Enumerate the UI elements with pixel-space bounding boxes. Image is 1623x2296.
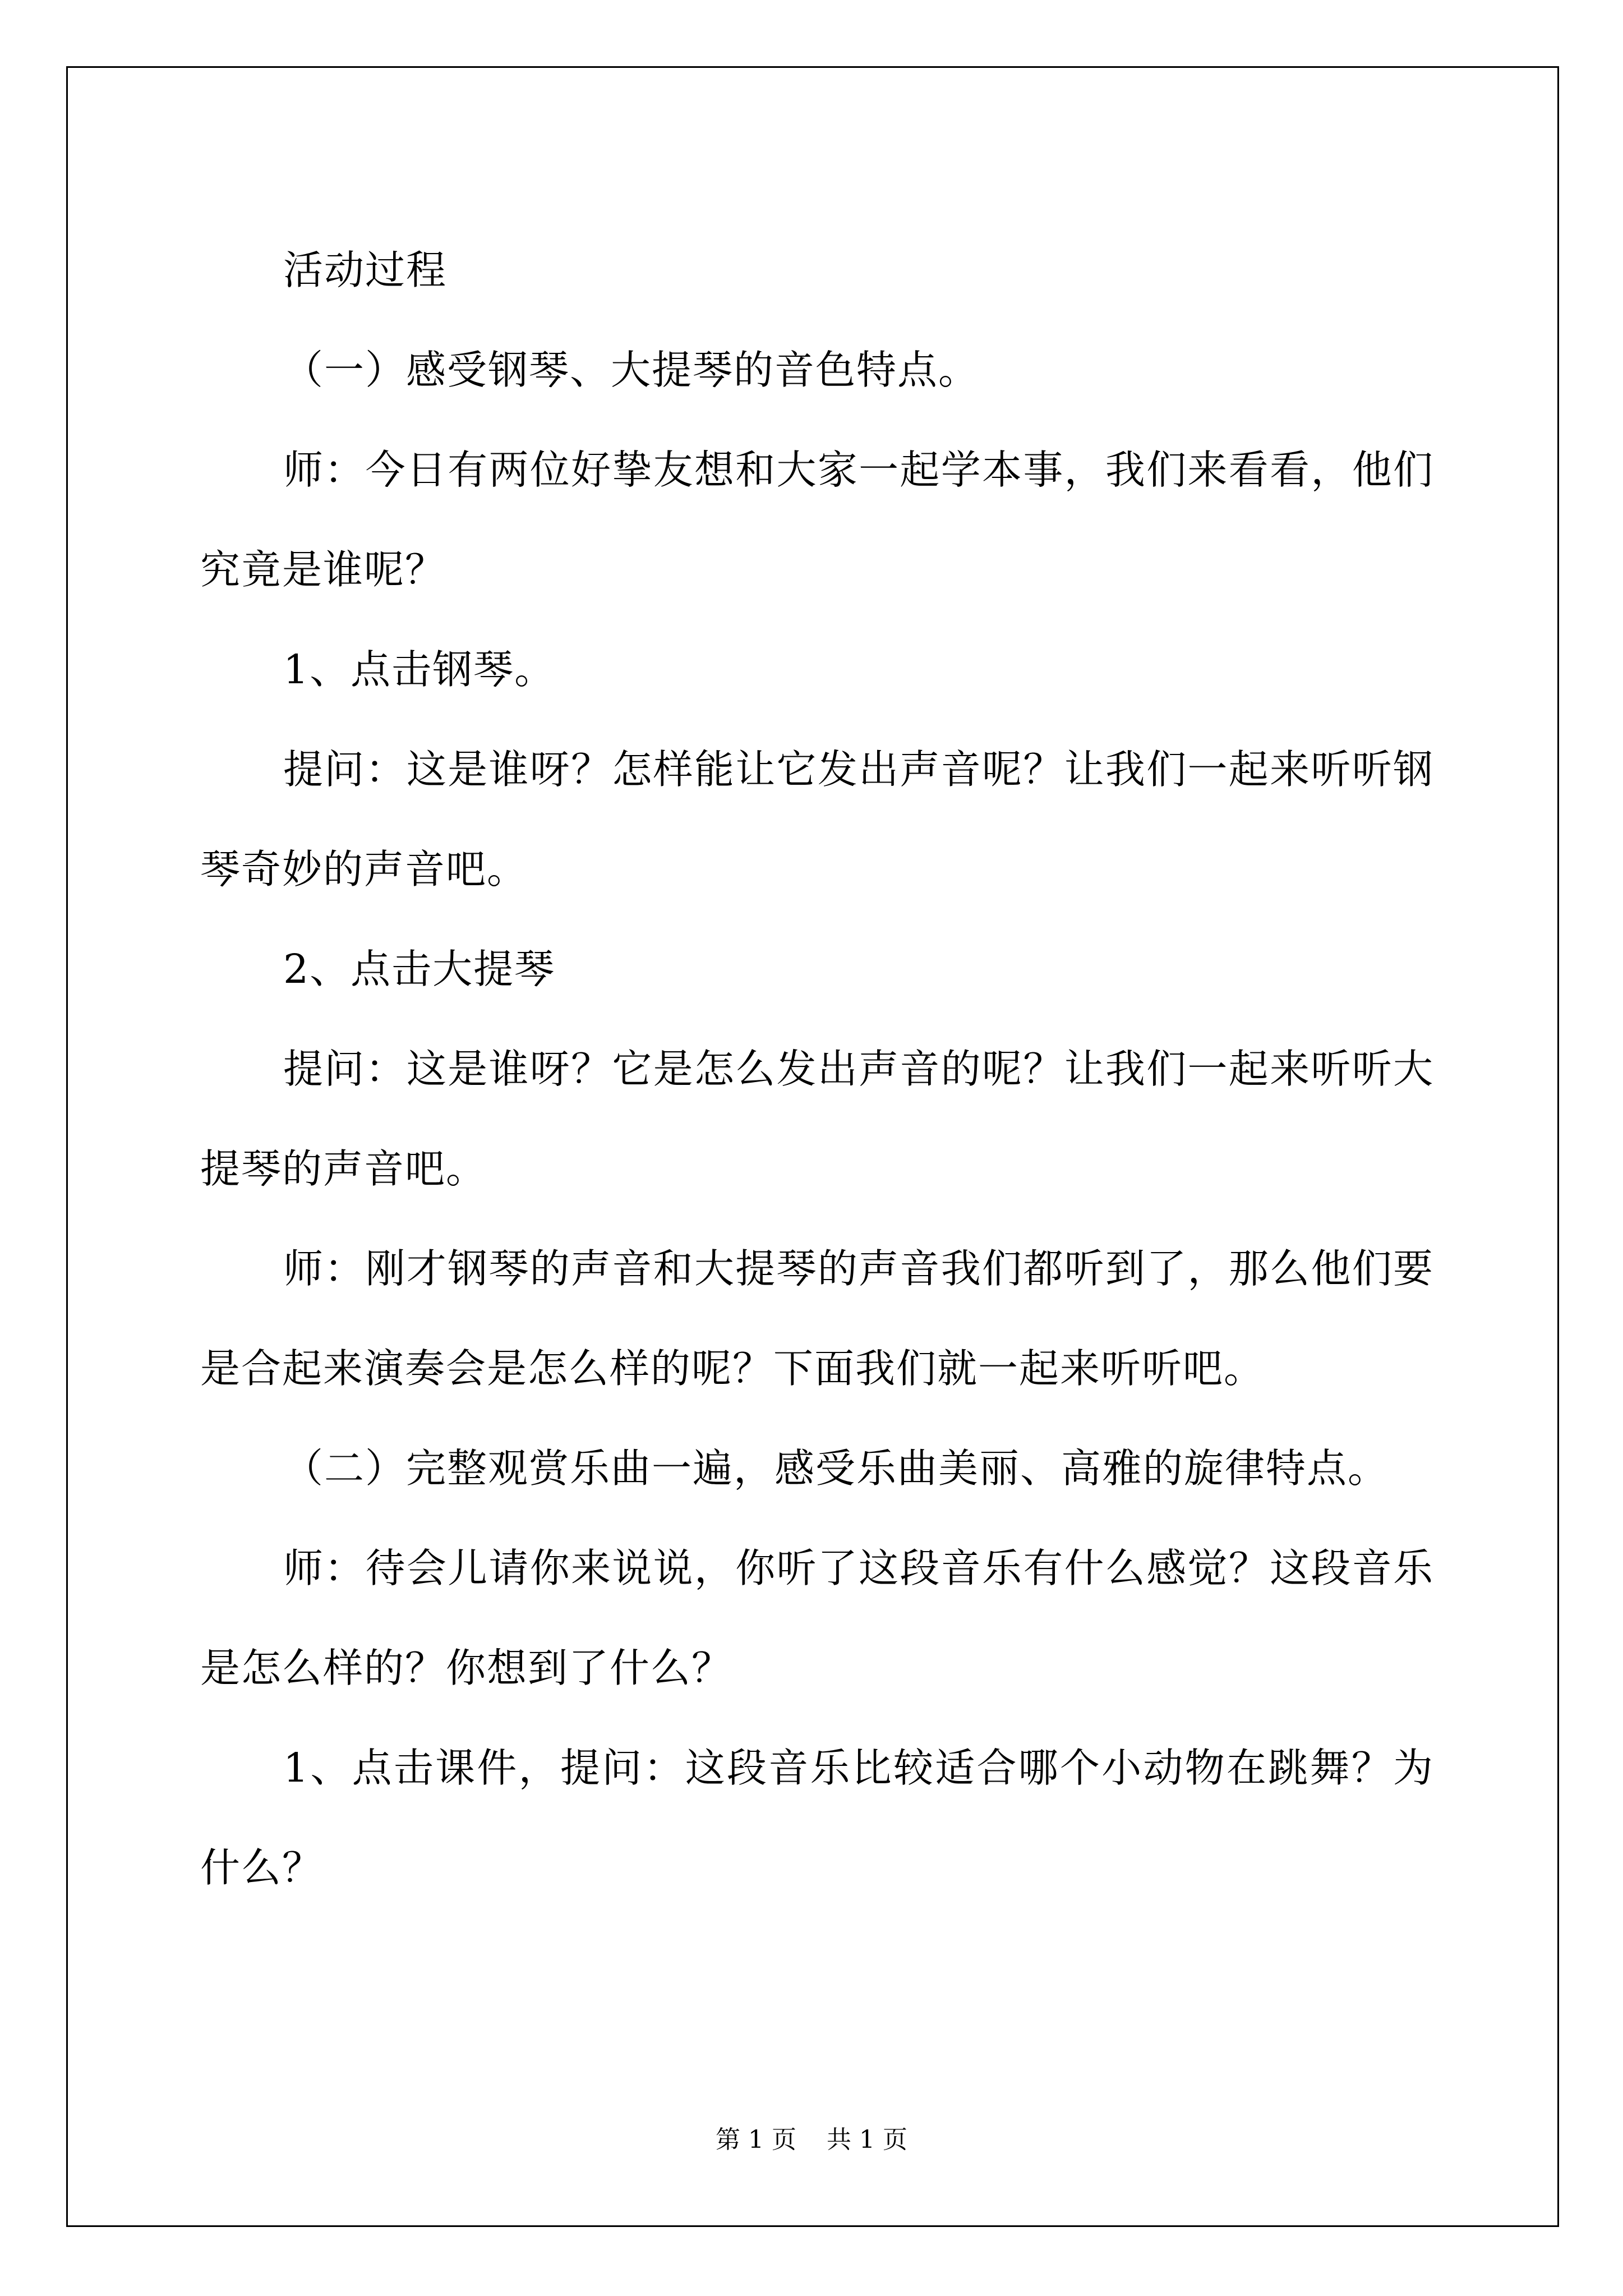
paragraph: 师：刚才钢琴的声音和大提琴的声音我们都听到了，那么他们要是合起来演奏会是怎么样的呢？下面我们就一起来听听吧。	[200, 1245, 1434, 1392]
page-number: 第 1 页	[716, 2125, 796, 2154]
paragraph-section-1: （一）感受钢琴、大提琴的音色特点。	[283, 347, 980, 393]
paragraph-heading: 活动过程	[283, 247, 448, 293]
paragraph: 提问：这是谁呀？它是怎么发出声音的呢？让我们一起来听听大提琴的声音吧。	[200, 1046, 1434, 1192]
paragraph-section-2: （二）完整观赏乐曲一遍，感受乐曲美丽、高雅的旋律特点。	[283, 1445, 1389, 1492]
paragraph: 提问：这是谁呀？怎样能让它发出声音呢？让我们一起来听听钢琴奇妙的声音吧。	[200, 746, 1434, 892]
document-body	[200, 220, 1434, 1918]
paragraph: 2、点击大提琴	[283, 946, 556, 992]
paragraph: 1、点击课件，提问：这段音乐比较适合哪个小动物在跳舞？为什么？	[200, 1745, 1434, 1891]
page-footer	[0, 2123, 1623, 2157]
paragraph: 师：今日有两位好挚友想和大家一起学本事，我们来看看，他们究竟是谁呢？	[200, 447, 1434, 593]
page-total: 共 1 页	[827, 2125, 907, 2154]
paragraph: 师：待会儿请你来说说，你听了这段音乐有什么感觉？这段音乐是怎么样的？你想到了什么？	[200, 1545, 1434, 1691]
paragraph: 1、点击钢琴。	[283, 646, 556, 693]
